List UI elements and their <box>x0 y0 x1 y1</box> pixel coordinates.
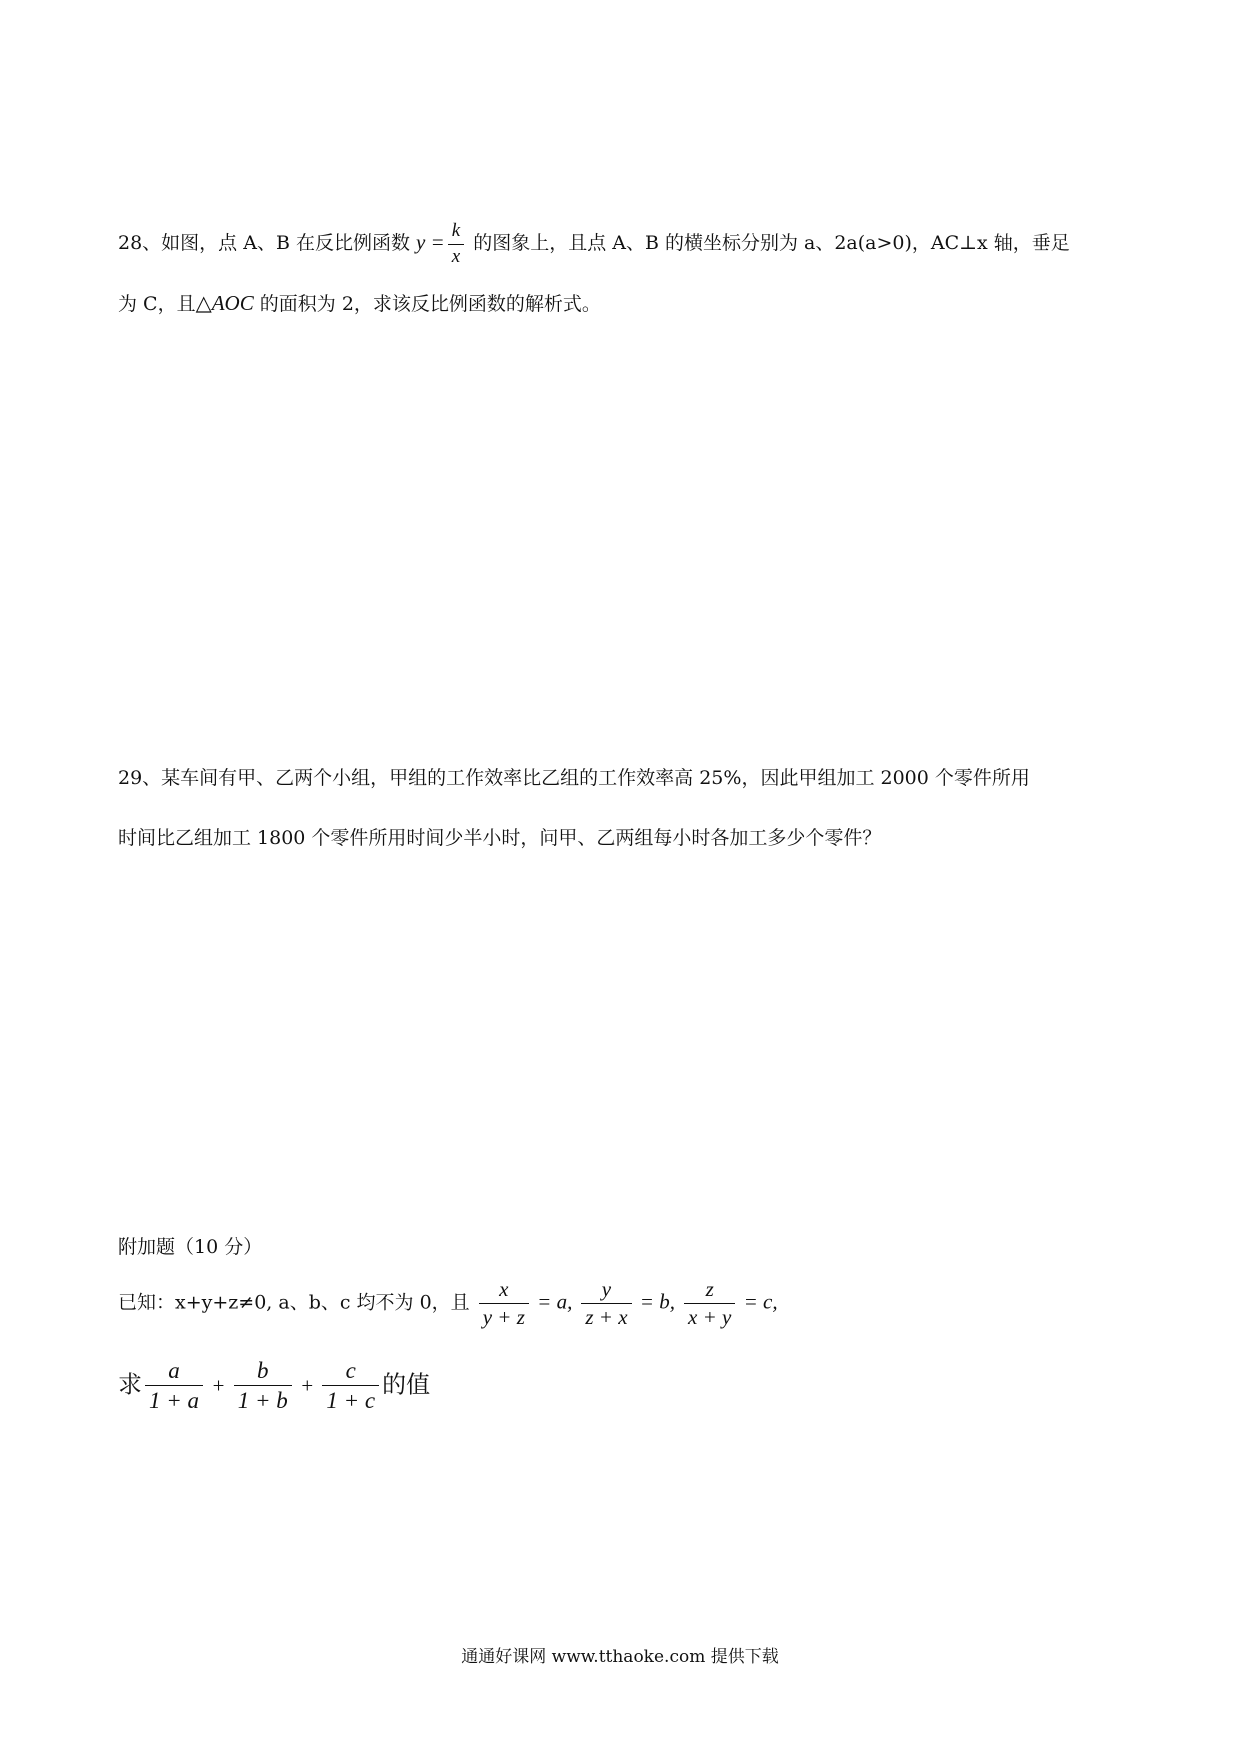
q28-text-end: 的图象上，且点 A、B 的横坐标分别为 a、2a(a>0)，AC⊥x 轴，垂足 <box>467 232 1070 254</box>
bonus-fraction-3 <box>684 1278 735 1329</box>
bonus-ask <box>118 1358 430 1414</box>
q28-text-start: 28、如图，点 A、B 在反比例函数 <box>118 232 416 254</box>
fraction-3-rhs: = c, <box>738 1289 778 1314</box>
q28-line2-end: 的面积为 2，求该反比例函数的解析式。 <box>253 293 601 315</box>
bonus-ask-end: 的值 <box>382 1370 431 1399</box>
ask-plus-1: + <box>206 1373 231 1398</box>
fraction-2-numerator: y <box>601 1277 612 1301</box>
q28-triangle-aoc: △AOC <box>195 291 254 315</box>
fraction-2-denominator: z + x <box>581 1303 631 1329</box>
q28-fraction-numerator: k <box>451 219 461 241</box>
q28-fraction-denominator: x <box>448 244 464 268</box>
ask-b-denominator: 1 + b <box>234 1385 292 1413</box>
ask-c-denominator: 1 + c <box>322 1385 379 1413</box>
bonus-fraction-1 <box>479 1278 529 1329</box>
fraction-3-numerator: z <box>705 1277 714 1301</box>
ask-fraction-a <box>145 1358 203 1414</box>
bonus-title: 附加题（10 分） <box>118 1236 263 1258</box>
bonus-fraction-2 <box>581 1278 631 1329</box>
ask-plus-2: + <box>294 1373 320 1398</box>
ask-a-numerator: a <box>168 1358 180 1383</box>
q28-function-lhs: y = <box>415 230 445 254</box>
fraction-1-rhs: = a, <box>531 1289 573 1314</box>
question-29-line-1: 29、某车间有甲、乙两个小组，甲组的工作效率比乙组的工作效率高 25%，因此甲组加工 2000 个零件所用 <box>118 767 1030 789</box>
question-28-line-1 <box>118 212 1128 273</box>
question-28 <box>118 212 1128 334</box>
fraction-3-denominator: x + y <box>684 1303 735 1329</box>
bonus-given-text: 已知：x+y+z≠0, a、b、c 均不为 0，且 <box>118 1291 470 1314</box>
fraction-2-rhs: = b, <box>634 1289 675 1314</box>
question-29 <box>118 748 1128 868</box>
ask-fraction-b <box>234 1358 292 1414</box>
bonus-ask-start: 求 <box>118 1370 142 1399</box>
fraction-1-denominator: y + z <box>479 1303 529 1329</box>
ask-c-numerator: c <box>345 1358 356 1383</box>
question-29-line-2: 时间比乙组加工 1800 个零件所用时间少半小时，问甲、乙两组每小时各加工多少个零件？ <box>118 827 882 849</box>
ask-b-numerator: b <box>256 1358 269 1383</box>
question-28-line-2 <box>118 273 1128 334</box>
ask-fraction-c <box>322 1358 379 1414</box>
q28-function-fraction <box>448 221 464 268</box>
ask-a-denominator: 1 + a <box>145 1385 203 1413</box>
bonus-given <box>118 1278 778 1329</box>
page-footer: 通通好课网 www.tthaoke.com 提供下载 <box>461 1647 779 1667</box>
fraction-1-numerator: x <box>499 1277 509 1301</box>
q28-line2-start: 为 C，且 <box>118 293 196 315</box>
